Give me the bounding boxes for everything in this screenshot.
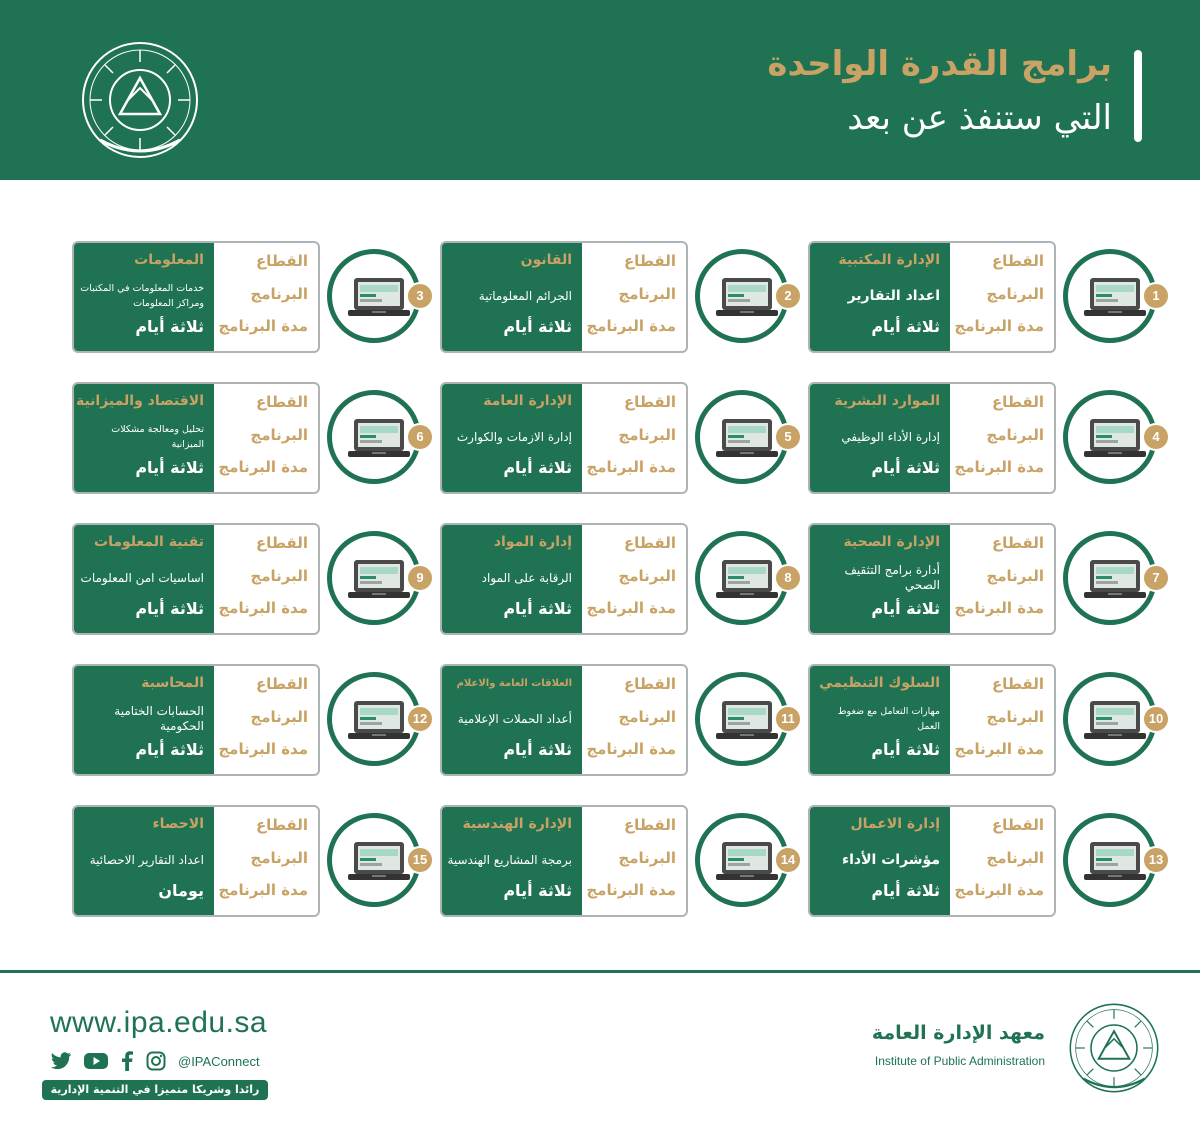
social-handle[interactable]: @IPAConnect bbox=[178, 1053, 260, 1069]
ipa-seal-logo-footer bbox=[1068, 1002, 1160, 1094]
program-label: البرنامج bbox=[986, 567, 1044, 585]
card-values bbox=[74, 807, 214, 915]
program-card bbox=[440, 241, 688, 353]
program-label: البرنامج bbox=[986, 285, 1044, 303]
card-values bbox=[442, 807, 582, 915]
program-number-badge: 6 bbox=[406, 423, 434, 451]
card-labels bbox=[950, 525, 1054, 633]
slogan-badge: رائدا وشريكا متميزا في التنمية الإدارية bbox=[42, 1080, 268, 1100]
laptop-icon bbox=[1082, 558, 1148, 602]
card-labels bbox=[582, 384, 686, 492]
duration-value: ثلاثة أيام bbox=[135, 317, 204, 336]
social-links bbox=[50, 1050, 260, 1072]
program-card bbox=[72, 241, 320, 353]
program-value bbox=[78, 843, 204, 877]
card-labels bbox=[214, 384, 318, 492]
program-value bbox=[78, 279, 204, 313]
card-values bbox=[74, 243, 214, 351]
duration-label: مدة البرنامج bbox=[954, 317, 1044, 335]
laptop-icon bbox=[346, 699, 412, 743]
program-label: البرنامج bbox=[618, 708, 676, 726]
sector-value: الاحصاء bbox=[152, 816, 204, 832]
duration-value: ثلاثة أيام bbox=[871, 740, 940, 759]
laptop-icon bbox=[346, 840, 412, 884]
program-card bbox=[72, 523, 320, 635]
program-card bbox=[72, 664, 320, 776]
program-card bbox=[808, 382, 1056, 494]
card-labels bbox=[950, 243, 1054, 351]
program-label: البرنامج bbox=[618, 567, 676, 585]
ipa-seal-logo bbox=[80, 40, 200, 160]
program-value bbox=[814, 702, 940, 736]
program-value-text: اعداد التقارير bbox=[847, 287, 940, 304]
program-card bbox=[72, 805, 320, 917]
sector-value: إدارة المواد bbox=[493, 534, 572, 550]
sector-label: القطاع bbox=[623, 252, 676, 270]
laptop-icon bbox=[714, 699, 780, 743]
laptop-icon bbox=[346, 417, 412, 461]
card-labels bbox=[950, 666, 1054, 774]
website-link[interactable]: www.ipa.edu.sa bbox=[50, 1006, 268, 1039]
laptop-icon bbox=[714, 558, 780, 602]
program-card bbox=[72, 382, 320, 494]
program-card bbox=[440, 523, 688, 635]
program-value bbox=[446, 702, 572, 736]
card-labels bbox=[214, 243, 318, 351]
card-values bbox=[810, 525, 950, 633]
program-label: البرنامج bbox=[618, 426, 676, 444]
program-number-badge: 10 bbox=[1142, 705, 1170, 733]
program-value-text: إدارة الأداء الوظيفي bbox=[841, 429, 940, 444]
sector-label: القطاع bbox=[991, 534, 1044, 552]
sector-value: الإدارة الصحية bbox=[843, 534, 940, 550]
program-label: البرنامج bbox=[986, 708, 1044, 726]
sector-label: القطاع bbox=[623, 675, 676, 693]
program-number-badge: 9 bbox=[406, 564, 434, 592]
program-value bbox=[78, 420, 204, 454]
program-value-text: أعداد الحملات الإعلامية bbox=[457, 711, 572, 726]
duration-value: ثلاثة أيام bbox=[135, 458, 204, 477]
institute-name-ar: معهد الإدارة العامة bbox=[871, 1022, 1045, 1044]
card-values bbox=[810, 243, 950, 351]
program-value-text: الرقابة على المواد bbox=[481, 570, 572, 585]
sector-value: الموارد البشرية bbox=[834, 393, 940, 409]
program-value-text: برمجة المشاريع الهندسية bbox=[447, 852, 572, 867]
sector-value: المعلومات bbox=[134, 252, 204, 268]
card-labels bbox=[950, 807, 1054, 915]
laptop-icon bbox=[1082, 840, 1148, 884]
sector-label: القطاع bbox=[991, 252, 1044, 270]
instagram-icon[interactable] bbox=[146, 1051, 166, 1071]
sector-value: الاقتصاد والميزانية bbox=[75, 393, 204, 409]
duration-value: يومان bbox=[158, 881, 204, 900]
duration-label: مدة البرنامج bbox=[954, 740, 1044, 758]
program-value bbox=[446, 843, 572, 877]
program-number-badge: 8 bbox=[774, 564, 802, 592]
program-label: البرنامج bbox=[250, 567, 308, 585]
program-value bbox=[78, 702, 204, 736]
sector-label: القطاع bbox=[255, 393, 308, 411]
sector-label: القطاع bbox=[623, 393, 676, 411]
card-values bbox=[810, 666, 950, 774]
duration-label: مدة البرنامج bbox=[586, 599, 676, 617]
duration-label: مدة البرنامج bbox=[218, 599, 308, 617]
duration-value: ثلاثة أيام bbox=[503, 740, 572, 759]
program-value-text: الحسابات الختامية الحكومية bbox=[114, 704, 204, 733]
title-accent-bar bbox=[1134, 50, 1142, 142]
sector-value: الإدارة الهندسية bbox=[462, 816, 572, 832]
program-card bbox=[808, 241, 1056, 353]
program-number-badge: 4 bbox=[1142, 423, 1170, 451]
card-labels bbox=[582, 666, 686, 774]
sector-label: القطاع bbox=[255, 816, 308, 834]
footer-divider bbox=[0, 970, 1200, 973]
program-card bbox=[440, 805, 688, 917]
laptop-icon bbox=[714, 840, 780, 884]
program-number-badge: 13 bbox=[1142, 846, 1170, 874]
duration-label: مدة البرنامج bbox=[954, 458, 1044, 476]
program-value-text: اعداد التقارير الاحصائية bbox=[89, 852, 204, 867]
card-values bbox=[74, 384, 214, 492]
duration-label: مدة البرنامج bbox=[586, 881, 676, 899]
youtube-icon[interactable] bbox=[84, 1052, 108, 1070]
sector-label: القطاع bbox=[255, 534, 308, 552]
duration-label: مدة البرنامج bbox=[218, 458, 308, 476]
laptop-icon bbox=[714, 417, 780, 461]
laptop-icon bbox=[1082, 417, 1148, 461]
duration-label: مدة البرنامج bbox=[218, 881, 308, 899]
card-values bbox=[442, 243, 582, 351]
duration-value: ثلاثة أيام bbox=[871, 317, 940, 336]
facebook-icon[interactable] bbox=[120, 1051, 134, 1071]
card-values bbox=[810, 807, 950, 915]
program-value-text: أدارة برامج التثقيف الصحي bbox=[844, 563, 940, 592]
laptop-icon bbox=[714, 276, 780, 320]
program-value-text: الجرائم المعلوماتية bbox=[478, 288, 572, 303]
program-number-badge: 1 bbox=[1142, 282, 1170, 310]
program-card bbox=[440, 664, 688, 776]
duration-label: مدة البرنامج bbox=[586, 740, 676, 758]
sector-value: القانون bbox=[520, 252, 572, 268]
card-values bbox=[442, 525, 582, 633]
program-label: البرنامج bbox=[618, 285, 676, 303]
card-labels bbox=[214, 525, 318, 633]
program-value-text: اساسيات امن المعلومات bbox=[80, 570, 204, 585]
sector-label: القطاع bbox=[623, 534, 676, 552]
duration-value: ثلاثة أيام bbox=[871, 881, 940, 900]
program-label: البرنامج bbox=[250, 849, 308, 867]
duration-value: ثلاثة أيام bbox=[503, 881, 572, 900]
sector-label: القطاع bbox=[991, 816, 1044, 834]
institute-name-en: Institute of Public Administration bbox=[874, 1054, 1045, 1068]
duration-value: ثلاثة أيام bbox=[135, 599, 204, 618]
program-card bbox=[808, 805, 1056, 917]
program-value bbox=[814, 561, 940, 595]
sector-label: القطاع bbox=[991, 393, 1044, 411]
program-card bbox=[808, 523, 1056, 635]
card-labels bbox=[582, 243, 686, 351]
laptop-icon bbox=[346, 558, 412, 602]
card-values bbox=[74, 666, 214, 774]
program-value bbox=[446, 561, 572, 595]
program-label: البرنامج bbox=[250, 285, 308, 303]
program-label: البرنامج bbox=[250, 708, 308, 726]
program-value bbox=[446, 420, 572, 454]
program-number-badge: 5 bbox=[774, 423, 802, 451]
program-card bbox=[808, 664, 1056, 776]
card-values bbox=[74, 525, 214, 633]
page-title: برامج القدرة الواحدة bbox=[767, 44, 1112, 84]
program-number-badge: 14 bbox=[774, 846, 802, 874]
card-labels bbox=[214, 807, 318, 915]
card-values bbox=[442, 384, 582, 492]
program-number-badge: 15 bbox=[406, 846, 434, 874]
laptop-icon bbox=[1082, 699, 1148, 743]
program-label: البرنامج bbox=[618, 849, 676, 867]
card-labels bbox=[582, 525, 686, 633]
program-number-badge: 12 bbox=[406, 705, 434, 733]
duration-value: ثلاثة أيام bbox=[503, 599, 572, 618]
sector-label: القطاع bbox=[255, 675, 308, 693]
program-label: البرنامج bbox=[986, 849, 1044, 867]
card-labels bbox=[950, 384, 1054, 492]
card-values bbox=[442, 666, 582, 774]
sector-value: العلاقات العامة والاعلام bbox=[456, 678, 572, 689]
duration-label: مدة البرنامج bbox=[218, 740, 308, 758]
program-value-text: تحليل ومعالجة مشكلات الميزانية bbox=[111, 424, 204, 450]
program-label: البرنامج bbox=[986, 426, 1044, 444]
page-subtitle: التي ستنفذ عن بعد bbox=[847, 98, 1112, 138]
sector-value: الإدارة المكتبية bbox=[838, 252, 940, 268]
program-value bbox=[78, 561, 204, 595]
program-number-badge: 7 bbox=[1142, 564, 1170, 592]
laptop-icon bbox=[346, 276, 412, 320]
card-values bbox=[810, 384, 950, 492]
duration-value: ثلاثة أيام bbox=[871, 599, 940, 618]
duration-value: ثلاثة أيام bbox=[871, 458, 940, 477]
program-value bbox=[814, 279, 940, 313]
program-value bbox=[814, 420, 940, 454]
program-value-text: خدمات المعلومات في المكتبات ومراكز المعلومات bbox=[80, 283, 204, 309]
sector-value: إدارة الاعمال bbox=[850, 816, 940, 832]
sector-value: السلوك التنظيمي bbox=[819, 675, 940, 691]
program-value bbox=[446, 279, 572, 313]
duration-value: ثلاثة أيام bbox=[503, 317, 572, 336]
program-value bbox=[814, 843, 940, 877]
sector-label: القطاع bbox=[255, 252, 308, 270]
duration-label: مدة البرنامج bbox=[218, 317, 308, 335]
duration-label: مدة البرنامج bbox=[954, 599, 1044, 617]
program-label: البرنامج bbox=[250, 426, 308, 444]
card-labels bbox=[582, 807, 686, 915]
card-labels bbox=[214, 666, 318, 774]
program-value-text: مهارات التعامل مع ضغوط العمل bbox=[837, 706, 940, 732]
duration-label: مدة البرنامج bbox=[586, 458, 676, 476]
program-value-text: مؤشرات الأداء bbox=[841, 851, 940, 868]
duration-value: ثلاثة أيام bbox=[503, 458, 572, 477]
program-number-badge: 2 bbox=[774, 282, 802, 310]
sector-value: الإدارة العامة bbox=[483, 393, 572, 409]
sector-label: القطاع bbox=[623, 816, 676, 834]
duration-value: ثلاثة أيام bbox=[135, 740, 204, 759]
program-card bbox=[440, 382, 688, 494]
duration-label: مدة البرنامج bbox=[954, 881, 1044, 899]
sector-value: تقنية المعلومات bbox=[94, 534, 204, 550]
program-number-badge: 3 bbox=[406, 282, 434, 310]
header-banner bbox=[0, 0, 1200, 180]
sector-value: المحاسبة bbox=[141, 675, 204, 691]
laptop-icon bbox=[1082, 276, 1148, 320]
program-number-badge: 11 bbox=[774, 705, 802, 733]
program-value-text: إدارة الازمات والكوارث bbox=[456, 429, 572, 444]
sector-label: القطاع bbox=[991, 675, 1044, 693]
duration-label: مدة البرنامج bbox=[586, 317, 676, 335]
twitter-icon[interactable] bbox=[50, 1052, 72, 1070]
